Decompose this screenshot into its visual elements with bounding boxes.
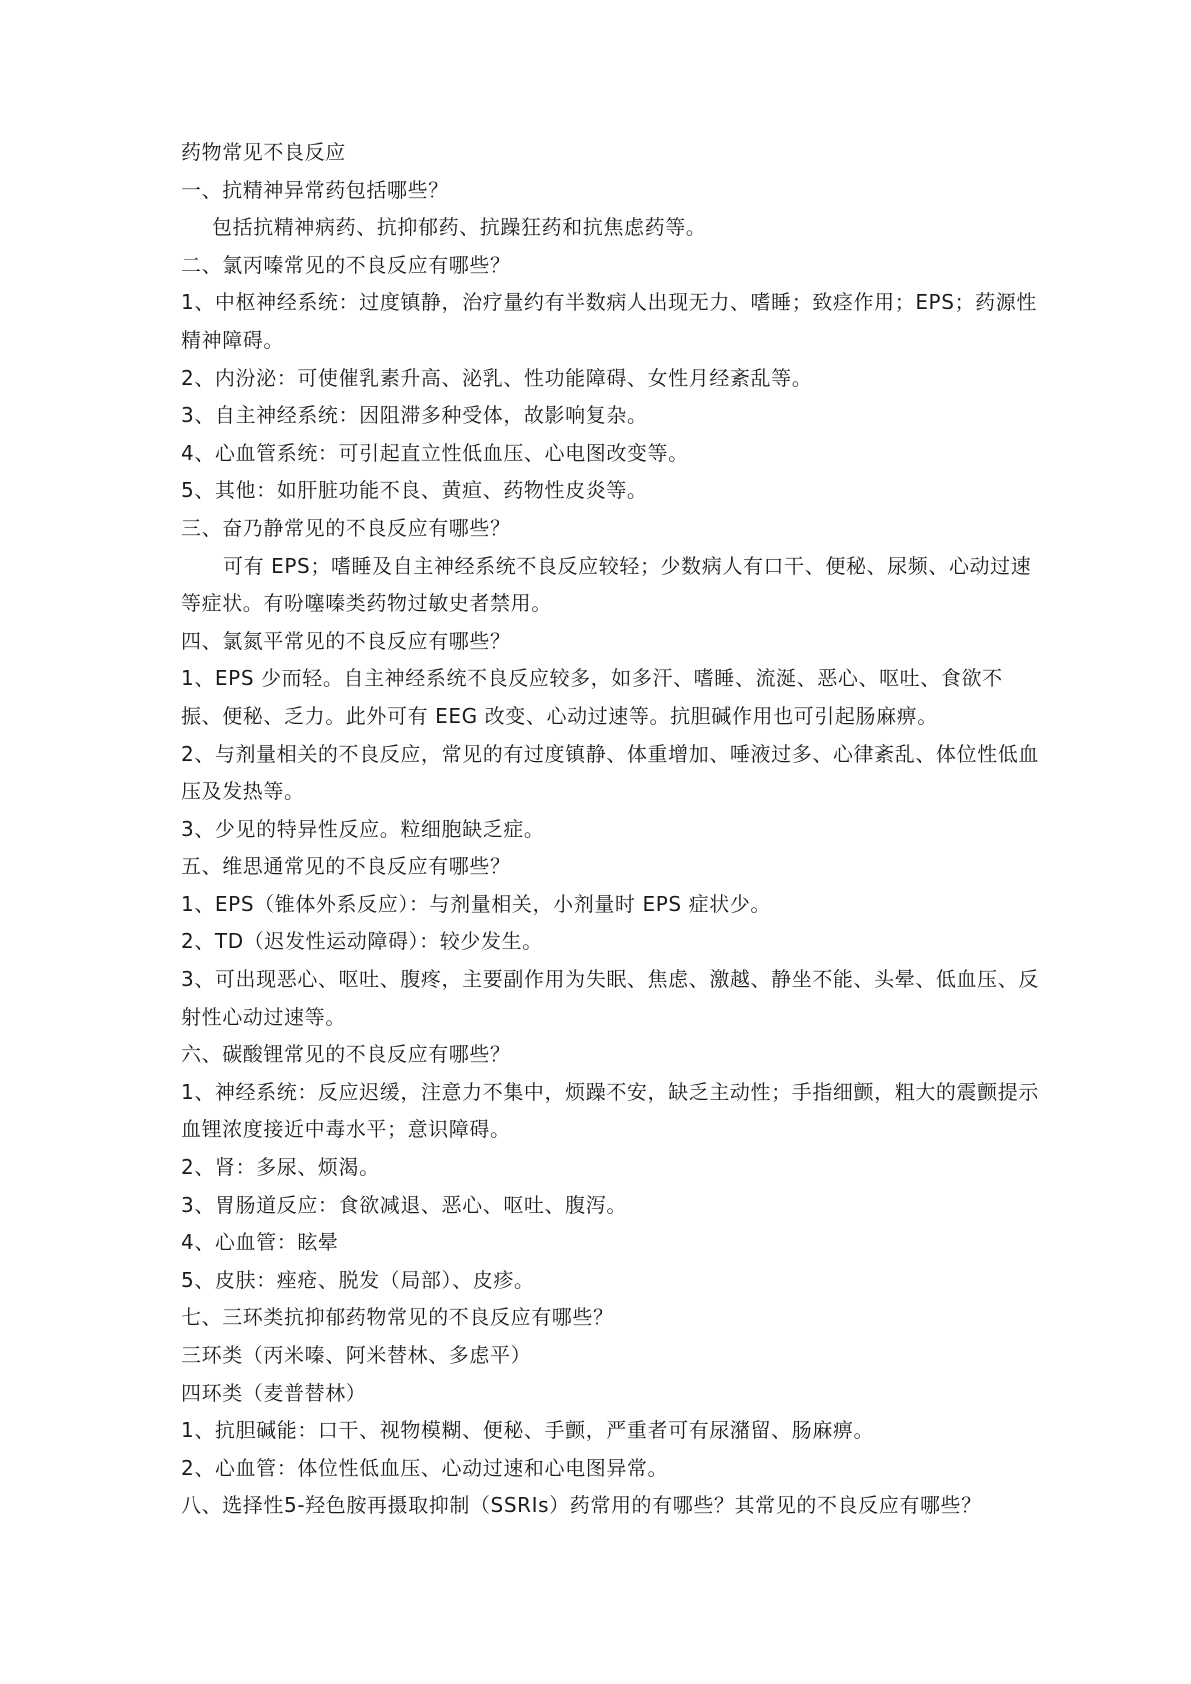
list-item: 2、内汾泌：可使催乳素升高、泌乳、性功能障碍、女性月经紊乱等。	[181, 365, 813, 390]
list-item: 1、EPS（锥体外系反应）：与剂量相关，小剂量时 EPS 症状少。	[181, 891, 772, 916]
section-heading: 四、氯氮平常见的不良反应有哪些？	[181, 628, 511, 653]
section-heading: 六、碳酸锂常见的不良反应有哪些？	[181, 1042, 511, 1067]
list-item: 3、少见的特异性反应。粒细胞缺乏症。	[181, 816, 545, 841]
list-item: 1、EPS 少而轻。自主神经系统不良反应较多，如多汗、嗜睡、流涎、恶心、呕吐、食欲不振、便秘、乏力。此外可有 EEG 改变、心动过速等。抗胆碱作用也可引起肠麻痹。	[181, 666, 1003, 728]
section-heading: 三、奋乃静常见的不良反应有哪些？	[181, 515, 511, 540]
section-heading: 七、三环类抗抑郁药物常见的不良反应有哪些？	[181, 1305, 614, 1330]
section-heading: 八、选择性5-羟色胺再摄取抑制（SSRIs）药常用的有哪些？其常见的不良反应有哪些？	[181, 1493, 982, 1518]
list-item: 3、胃肠道反应：食欲减退、恶心、呕吐、腹泻。	[181, 1192, 627, 1217]
list-item: 2、与剂量相关的不良反应，常见的有过度镇静、体重增加、唾液过多、心律紊乱、体位性低血压及发热等。	[181, 741, 1039, 804]
list-item: 2、肾：多尿、烦渴。	[181, 1155, 380, 1180]
list-item: 4、心血管：眩晕	[181, 1230, 339, 1255]
list-item: 1、抗胆碱能：口干、视物模糊、便秘、手颤，严重者可有尿潴留、肠麻痹。	[181, 1418, 875, 1443]
list-item: 5、皮肤：痤疮、脱发（局部）、皮疹。	[181, 1267, 535, 1292]
list-item: 1、神经系统：反应迟缓，注意力不集中，烦躁不安，缺乏主动性；手指细颤，粗大的震颤提示血锂浓度接近中毒水平；意识障碍。	[181, 1079, 1039, 1142]
list-item: 5、其他：如肝脏功能不良、黄疸、药物性皮炎等。	[181, 478, 648, 503]
list-item: 3、可出现恶心、呕吐、腹疼，主要副作用为失眠、焦虑、激越、静坐不能、头晕、低血压、反射性心动过速等。	[181, 967, 1039, 1029]
list-item: 3、自主神经系统：因阻滞多种受体，故影响复杂。	[181, 403, 648, 428]
paragraph: 包括抗精神病药、抗抑郁药、抗躁狂药和抗焦虑药等。	[212, 215, 707, 240]
paragraph: 三环类（丙米嗪、阿米替林、多虑平）	[181, 1343, 532, 1367]
list-item: 2、心血管：体位性低血压、心动过速和心电图异常。	[181, 1455, 669, 1480]
document-body	[181, 134, 1041, 1525]
list-item: 4、心血管系统：可引起直立性低血压、心电图改变等。	[181, 440, 689, 465]
section-heading: 一、抗精神异常药包括哪些？	[181, 177, 449, 202]
list-item: 2、TD（迟发性运动障碍）：较少发生。	[181, 929, 543, 954]
list-item: 1、中枢神经系统：过度镇静，治疗量约有半数病人出现无力、嗜睡；致痉作用；EPS；药源性精神障碍。	[181, 290, 1037, 352]
document-title: 药物常见不良反应	[181, 140, 346, 164]
paragraph: 四环类（麦普替林）	[181, 1380, 367, 1405]
section-heading: 五、维思通常见的不良反应有哪些？	[181, 854, 511, 879]
section-heading: 二、氯丙嗪常见的不良反应有哪些？	[181, 252, 511, 277]
paragraph: 可有 EPS；嗜睡及自主神经系统不良反应较轻；少数病人有口干、便秘、尿频、心动过速等症状。有吩噻嗪类药物过敏史者禁用。	[181, 553, 1032, 616]
